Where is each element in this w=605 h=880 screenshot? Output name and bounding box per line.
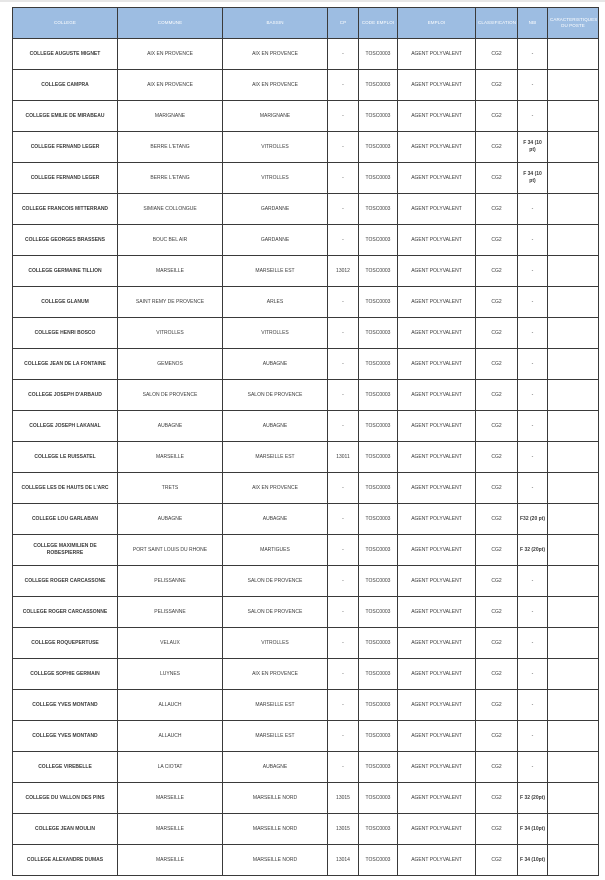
cell-emploi: AGENT POLYVALENT bbox=[398, 845, 476, 876]
cell-caracteristiques bbox=[548, 535, 599, 566]
cell-caracteristiques bbox=[548, 442, 599, 473]
cell-college: COLLEGE VIREBELLE bbox=[13, 752, 118, 783]
cell-code-emploi: TOSC0003 bbox=[359, 163, 398, 194]
cell-nbi: - bbox=[518, 349, 548, 380]
cell-commune: AIX EN PROVENCE bbox=[118, 39, 223, 70]
table-row bbox=[13, 318, 599, 349]
cell-bassin: MARTIGUES bbox=[223, 535, 328, 566]
cell-bassin: MARSEILLE EST bbox=[223, 690, 328, 721]
cell-commune: MARIGNANE bbox=[118, 101, 223, 132]
cell-classification: CG2 bbox=[476, 349, 518, 380]
cell-caracteristiques bbox=[548, 349, 599, 380]
cell-caracteristiques bbox=[548, 597, 599, 628]
cell-emploi: AGENT POLYVALENT bbox=[398, 70, 476, 101]
table-row bbox=[13, 163, 599, 194]
cell-classification: CG2 bbox=[476, 39, 518, 70]
cell-nbi: F 32 (20pt) bbox=[518, 535, 548, 566]
cell-emploi: AGENT POLYVALENT bbox=[398, 287, 476, 318]
cell-cp: - bbox=[328, 101, 359, 132]
table-body bbox=[13, 39, 599, 876]
cell-nbi: - bbox=[518, 659, 548, 690]
cell-classification: CG2 bbox=[476, 721, 518, 752]
cell-college: COLLEGE LE RUISSATEL bbox=[13, 442, 118, 473]
cell-emploi: AGENT POLYVALENT bbox=[398, 504, 476, 535]
cell-code-emploi: TOSC0003 bbox=[359, 256, 398, 287]
table-row bbox=[13, 721, 599, 752]
cell-classification: CG2 bbox=[476, 442, 518, 473]
cell-bassin: VITROLLES bbox=[223, 163, 328, 194]
cell-classification: CG2 bbox=[476, 628, 518, 659]
cell-nbi: - bbox=[518, 442, 548, 473]
cell-classification: CG2 bbox=[476, 194, 518, 225]
cell-caracteristiques bbox=[548, 101, 599, 132]
cell-cp: - bbox=[328, 194, 359, 225]
table-row bbox=[13, 783, 599, 814]
cell-commune: BERRE L'ETANG bbox=[118, 132, 223, 163]
cell-nbi: - bbox=[518, 318, 548, 349]
cell-commune: VELAUX bbox=[118, 628, 223, 659]
cell-cp: 13014 bbox=[328, 845, 359, 876]
cell-cp: - bbox=[328, 473, 359, 504]
cell-bassin: AUBAGNE bbox=[223, 411, 328, 442]
cell-college: COLLEGE ALEXANDRE DUMAS bbox=[13, 845, 118, 876]
cell-cp: - bbox=[328, 752, 359, 783]
cell-emploi: AGENT POLYVALENT bbox=[398, 194, 476, 225]
cell-cp: - bbox=[328, 132, 359, 163]
cell-cp: - bbox=[328, 163, 359, 194]
cell-college: COLLEGE ROQUEPERTUSE bbox=[13, 628, 118, 659]
cell-college: COLLEGE GLANUM bbox=[13, 287, 118, 318]
cell-commune: BERRE L'ETANG bbox=[118, 163, 223, 194]
cell-classification: CG2 bbox=[476, 752, 518, 783]
cell-emploi: AGENT POLYVALENT bbox=[398, 566, 476, 597]
cell-commune: AUBAGNE bbox=[118, 504, 223, 535]
cell-nbi: - bbox=[518, 566, 548, 597]
cell-code-emploi: TOSC0003 bbox=[359, 132, 398, 163]
cell-emploi: AGENT POLYVALENT bbox=[398, 597, 476, 628]
cell-commune: LA CIOTAT bbox=[118, 752, 223, 783]
cell-nbi: F 34 (10pt) bbox=[518, 814, 548, 845]
cell-college: COLLEGE HENRI BOSCO bbox=[13, 318, 118, 349]
cell-classification: CG2 bbox=[476, 256, 518, 287]
cell-caracteristiques bbox=[548, 70, 599, 101]
cell-cp: - bbox=[328, 628, 359, 659]
cell-nbi: - bbox=[518, 225, 548, 256]
cell-nbi: - bbox=[518, 101, 548, 132]
cell-emploi: AGENT POLYVALENT bbox=[398, 783, 476, 814]
cell-emploi: AGENT POLYVALENT bbox=[398, 380, 476, 411]
cell-bassin: SALON DE PROVENCE bbox=[223, 597, 328, 628]
cell-commune: MARSEILLE bbox=[118, 256, 223, 287]
cell-code-emploi: TOSC0003 bbox=[359, 473, 398, 504]
table-row bbox=[13, 132, 599, 163]
cell-code-emploi: TOSC0003 bbox=[359, 225, 398, 256]
cell-classification: CG2 bbox=[476, 845, 518, 876]
cell-cp: - bbox=[328, 659, 359, 690]
cell-emploi: AGENT POLYVALENT bbox=[398, 318, 476, 349]
cell-cp: - bbox=[328, 318, 359, 349]
table-row bbox=[13, 442, 599, 473]
cell-code-emploi: TOSC0003 bbox=[359, 628, 398, 659]
cell-commune: ALLAUCH bbox=[118, 721, 223, 752]
cell-bassin: MARSEILLE NORD bbox=[223, 814, 328, 845]
table-row bbox=[13, 194, 599, 225]
cell-cp: - bbox=[328, 380, 359, 411]
cell-code-emploi: TOSC0003 bbox=[359, 194, 398, 225]
cell-college: COLLEGE SOPHIE GERMAIN bbox=[13, 659, 118, 690]
cell-classification: CG2 bbox=[476, 504, 518, 535]
cell-caracteristiques bbox=[548, 256, 599, 287]
cell-classification: CG2 bbox=[476, 70, 518, 101]
cell-cp: - bbox=[328, 535, 359, 566]
cell-bassin: VITROLLES bbox=[223, 318, 328, 349]
table-row bbox=[13, 349, 599, 380]
cell-nbi: - bbox=[518, 256, 548, 287]
cell-bassin: GARDANNE bbox=[223, 194, 328, 225]
table-row bbox=[13, 628, 599, 659]
cell-college: COLLEGE YVES MONTAND bbox=[13, 721, 118, 752]
cell-nbi: F 34 (10 pt) bbox=[518, 132, 548, 163]
cell-college: COLLEGE ROGER CARCASSONNE bbox=[13, 597, 118, 628]
cell-commune: BOUC BEL AIR bbox=[118, 225, 223, 256]
cell-commune: MARSEILLE bbox=[118, 442, 223, 473]
cell-nbi: - bbox=[518, 721, 548, 752]
cell-bassin: MARSEILLE NORD bbox=[223, 845, 328, 876]
cell-classification: CG2 bbox=[476, 380, 518, 411]
cell-nbi: - bbox=[518, 194, 548, 225]
cell-emploi: AGENT POLYVALENT bbox=[398, 225, 476, 256]
cell-classification: CG2 bbox=[476, 566, 518, 597]
cell-emploi: AGENT POLYVALENT bbox=[398, 101, 476, 132]
cell-cp: - bbox=[328, 349, 359, 380]
cell-college: COLLEGE EMILIE DE MIRABEAU bbox=[13, 101, 118, 132]
cell-college: COLLEGE YVES MONTAND bbox=[13, 690, 118, 721]
cell-caracteristiques bbox=[548, 380, 599, 411]
cell-college: COLLEGE FERNAND LEGER bbox=[13, 163, 118, 194]
page-top-edge bbox=[0, 0, 605, 2]
cell-code-emploi: TOSC0003 bbox=[359, 380, 398, 411]
cell-caracteristiques bbox=[548, 287, 599, 318]
cell-college: COLLEGE CAMPRA bbox=[13, 70, 118, 101]
cell-caracteristiques bbox=[548, 163, 599, 194]
cell-caracteristiques bbox=[548, 225, 599, 256]
cell-cp: 13015 bbox=[328, 814, 359, 845]
cell-code-emploi: TOSC0003 bbox=[359, 690, 398, 721]
cell-bassin: AIX EN PROVENCE bbox=[223, 659, 328, 690]
cell-commune: GEMENOS bbox=[118, 349, 223, 380]
table-row bbox=[13, 566, 599, 597]
cell-commune: MARSEILLE bbox=[118, 845, 223, 876]
table-row bbox=[13, 225, 599, 256]
header-emploi: EMPLOI bbox=[398, 8, 476, 39]
header-caracteristiques: CARACTERISTIQUES DU POSTE bbox=[548, 8, 599, 39]
cell-cp: 13015 bbox=[328, 783, 359, 814]
cell-commune: PELISSANNE bbox=[118, 566, 223, 597]
cell-college: COLLEGE JOSEPH LAKANAL bbox=[13, 411, 118, 442]
table-row bbox=[13, 814, 599, 845]
cell-caracteristiques bbox=[548, 690, 599, 721]
header-code-emploi: CODE EMPLOI bbox=[359, 8, 398, 39]
cell-code-emploi: TOSC0003 bbox=[359, 349, 398, 380]
cell-caracteristiques bbox=[548, 814, 599, 845]
cell-cp: - bbox=[328, 39, 359, 70]
cell-bassin: MARSEILLE EST bbox=[223, 721, 328, 752]
cell-caracteristiques bbox=[548, 628, 599, 659]
cell-nbi: - bbox=[518, 690, 548, 721]
cell-college: COLLEGE JEAN DE LA FONTAINE bbox=[13, 349, 118, 380]
cell-emploi: AGENT POLYVALENT bbox=[398, 628, 476, 659]
cell-nbi: - bbox=[518, 39, 548, 70]
cell-college: COLLEGE AUGUSTE MIGNET bbox=[13, 39, 118, 70]
cell-commune: SALON DE PROVENCE bbox=[118, 380, 223, 411]
cell-bassin: MARIGNANE bbox=[223, 101, 328, 132]
cell-bassin: AUBAGNE bbox=[223, 752, 328, 783]
cell-emploi: AGENT POLYVALENT bbox=[398, 752, 476, 783]
cell-caracteristiques bbox=[548, 39, 599, 70]
table-row bbox=[13, 752, 599, 783]
header-bassin: BASSIN bbox=[223, 8, 328, 39]
cell-code-emploi: TOSC0003 bbox=[359, 783, 398, 814]
table-row bbox=[13, 845, 599, 876]
cell-code-emploi: TOSC0003 bbox=[359, 101, 398, 132]
cell-code-emploi: TOSC0003 bbox=[359, 318, 398, 349]
cell-college: COLLEGE GERMAINE TILLION bbox=[13, 256, 118, 287]
cell-classification: CG2 bbox=[476, 535, 518, 566]
cell-code-emploi: TOSC0003 bbox=[359, 566, 398, 597]
cell-emploi: AGENT POLYVALENT bbox=[398, 132, 476, 163]
cell-code-emploi: TOSC0003 bbox=[359, 721, 398, 752]
cell-caracteristiques bbox=[548, 752, 599, 783]
cell-commune: MARSEILLE bbox=[118, 814, 223, 845]
table-row bbox=[13, 535, 599, 566]
cell-college: COLLEGE GEORGES BRASSENS bbox=[13, 225, 118, 256]
cell-emploi: AGENT POLYVALENT bbox=[398, 814, 476, 845]
cell-college: COLLEGE LOU GARLABAN bbox=[13, 504, 118, 535]
cell-commune: LUYNES bbox=[118, 659, 223, 690]
cell-emploi: AGENT POLYVALENT bbox=[398, 659, 476, 690]
cell-nbi: F32 (20 pt) bbox=[518, 504, 548, 535]
cell-cp: - bbox=[328, 597, 359, 628]
cell-nbi: F 32 (20pt) bbox=[518, 783, 548, 814]
cell-code-emploi: TOSC0003 bbox=[359, 814, 398, 845]
cell-classification: CG2 bbox=[476, 659, 518, 690]
cell-emploi: AGENT POLYVALENT bbox=[398, 256, 476, 287]
cell-code-emploi: TOSC0003 bbox=[359, 535, 398, 566]
cell-bassin: VITROLLES bbox=[223, 628, 328, 659]
cell-bassin: SALON DE PROVENCE bbox=[223, 380, 328, 411]
cell-bassin: AUBAGNE bbox=[223, 504, 328, 535]
cell-code-emploi: TOSC0003 bbox=[359, 659, 398, 690]
cell-emploi: AGENT POLYVALENT bbox=[398, 442, 476, 473]
table-row bbox=[13, 287, 599, 318]
cell-commune: VITROLLES bbox=[118, 318, 223, 349]
cell-emploi: AGENT POLYVALENT bbox=[398, 535, 476, 566]
table-row bbox=[13, 690, 599, 721]
header-commune: COMMUNE bbox=[118, 8, 223, 39]
cell-classification: CG2 bbox=[476, 318, 518, 349]
table-row bbox=[13, 380, 599, 411]
cell-caracteristiques bbox=[548, 473, 599, 504]
cell-college: COLLEGE JOSEPH D'ARBAUD bbox=[13, 380, 118, 411]
cell-cp: - bbox=[328, 70, 359, 101]
cell-emploi: AGENT POLYVALENT bbox=[398, 690, 476, 721]
cell-caracteristiques bbox=[548, 318, 599, 349]
cell-caracteristiques bbox=[548, 132, 599, 163]
cell-nbi: - bbox=[518, 628, 548, 659]
cell-bassin: MARSEILLE NORD bbox=[223, 783, 328, 814]
cell-cp: - bbox=[328, 287, 359, 318]
table-row bbox=[13, 101, 599, 132]
cell-bassin: AIX EN PROVENCE bbox=[223, 70, 328, 101]
cell-college: COLLEGE JEAN MOULIN bbox=[13, 814, 118, 845]
cell-caracteristiques bbox=[548, 566, 599, 597]
cell-bassin: SALON DE PROVENCE bbox=[223, 566, 328, 597]
cell-emploi: AGENT POLYVALENT bbox=[398, 473, 476, 504]
cell-caracteristiques bbox=[548, 783, 599, 814]
cell-commune: AUBAGNE bbox=[118, 411, 223, 442]
cell-college: COLLEGE ROGER CARCASSONE bbox=[13, 566, 118, 597]
cell-college: COLLEGE LES DE HAUTS DE L'ARC bbox=[13, 473, 118, 504]
cell-commune: SAINT REMY DE PROVENCE bbox=[118, 287, 223, 318]
cell-nbi: - bbox=[518, 70, 548, 101]
cell-code-emploi: TOSC0003 bbox=[359, 504, 398, 535]
cell-college: COLLEGE DU VALLON DES PINS bbox=[13, 783, 118, 814]
cell-cp: 13011 bbox=[328, 442, 359, 473]
header-row bbox=[13, 8, 599, 39]
cell-code-emploi: TOSC0003 bbox=[359, 411, 398, 442]
cell-classification: CG2 bbox=[476, 814, 518, 845]
cell-emploi: AGENT POLYVALENT bbox=[398, 163, 476, 194]
cell-code-emploi: TOSC0003 bbox=[359, 70, 398, 101]
cell-caracteristiques bbox=[548, 411, 599, 442]
table-row bbox=[13, 39, 599, 70]
cell-commune: TRETS bbox=[118, 473, 223, 504]
cell-caracteristiques bbox=[548, 659, 599, 690]
cell-cp: - bbox=[328, 721, 359, 752]
header-nbi: NBI bbox=[518, 8, 548, 39]
cell-cp: 13012 bbox=[328, 256, 359, 287]
cell-caracteristiques bbox=[548, 504, 599, 535]
cell-code-emploi: TOSC0003 bbox=[359, 287, 398, 318]
cell-cp: - bbox=[328, 690, 359, 721]
cell-caracteristiques bbox=[548, 845, 599, 876]
cell-cp: - bbox=[328, 411, 359, 442]
cell-classification: CG2 bbox=[476, 690, 518, 721]
table-row bbox=[13, 473, 599, 504]
cell-caracteristiques bbox=[548, 194, 599, 225]
cell-bassin: GARDANNE bbox=[223, 225, 328, 256]
cell-bassin: ARLES bbox=[223, 287, 328, 318]
table-row bbox=[13, 659, 599, 690]
cell-code-emploi: TOSC0003 bbox=[359, 597, 398, 628]
cell-classification: CG2 bbox=[476, 132, 518, 163]
cell-nbi: - bbox=[518, 287, 548, 318]
cell-caracteristiques bbox=[548, 721, 599, 752]
cell-emploi: AGENT POLYVALENT bbox=[398, 39, 476, 70]
cell-classification: CG2 bbox=[476, 163, 518, 194]
cell-commune: ALLAUCH bbox=[118, 690, 223, 721]
cell-bassin: AIX EN PROVENCE bbox=[223, 39, 328, 70]
cell-commune: SIMIANE COLLONGUE bbox=[118, 194, 223, 225]
cell-code-emploi: TOSC0003 bbox=[359, 442, 398, 473]
cell-classification: CG2 bbox=[476, 597, 518, 628]
cell-classification: CG2 bbox=[476, 783, 518, 814]
cell-nbi: F 34 (10pt) bbox=[518, 845, 548, 876]
cell-college: COLLEGE MAXIMILIEN DE ROBESPIERRE bbox=[13, 535, 118, 566]
positions-table bbox=[12, 7, 599, 876]
table-row bbox=[13, 256, 599, 287]
cell-classification: CG2 bbox=[476, 473, 518, 504]
header-cp: CP bbox=[328, 8, 359, 39]
cell-college: COLLEGE FERNAND LEGER bbox=[13, 132, 118, 163]
cell-nbi: - bbox=[518, 380, 548, 411]
table-row bbox=[13, 70, 599, 101]
cell-nbi: - bbox=[518, 752, 548, 783]
cell-classification: CG2 bbox=[476, 287, 518, 318]
cell-cp: - bbox=[328, 225, 359, 256]
cell-emploi: AGENT POLYVALENT bbox=[398, 349, 476, 380]
cell-nbi: F 34 (10 pt) bbox=[518, 163, 548, 194]
header-classification: CLASSIFICATION bbox=[476, 8, 518, 39]
cell-bassin: MARSEILLE EST bbox=[223, 442, 328, 473]
cell-code-emploi: TOSC0003 bbox=[359, 752, 398, 783]
cell-college: COLLEGE FRANCOIS MITTERRAND bbox=[13, 194, 118, 225]
cell-commune: PORT SAINT LOUIS DU RHONE bbox=[118, 535, 223, 566]
cell-classification: CG2 bbox=[476, 101, 518, 132]
cell-bassin: VITROLLES bbox=[223, 132, 328, 163]
cell-commune: AIX EN PROVENCE bbox=[118, 70, 223, 101]
table-row bbox=[13, 504, 599, 535]
cell-code-emploi: TOSC0003 bbox=[359, 39, 398, 70]
cell-nbi: - bbox=[518, 597, 548, 628]
table-row bbox=[13, 411, 599, 442]
cell-nbi: - bbox=[518, 411, 548, 442]
cell-classification: CG2 bbox=[476, 225, 518, 256]
cell-emploi: AGENT POLYVALENT bbox=[398, 721, 476, 752]
cell-cp: - bbox=[328, 566, 359, 597]
cell-bassin: AUBAGNE bbox=[223, 349, 328, 380]
cell-commune: PELISSANNE bbox=[118, 597, 223, 628]
cell-code-emploi: TOSC0003 bbox=[359, 845, 398, 876]
cell-emploi: AGENT POLYVALENT bbox=[398, 411, 476, 442]
cell-cp: - bbox=[328, 504, 359, 535]
cell-nbi: - bbox=[518, 473, 548, 504]
cell-commune: MARSEILLE bbox=[118, 783, 223, 814]
header-college: COLLEGE bbox=[13, 8, 118, 39]
table-row bbox=[13, 597, 599, 628]
cell-bassin: AIX EN PROVENCE bbox=[223, 473, 328, 504]
cell-classification: CG2 bbox=[476, 411, 518, 442]
cell-bassin: MARSEILLE EST bbox=[223, 256, 328, 287]
